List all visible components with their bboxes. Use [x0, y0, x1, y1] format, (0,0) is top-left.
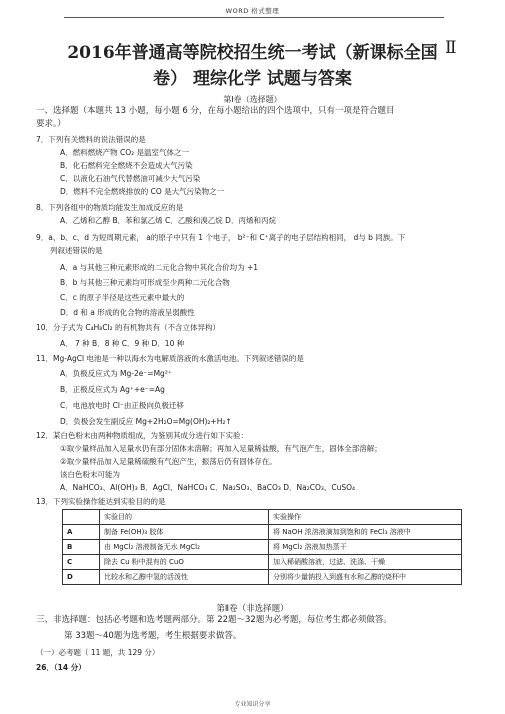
table-row	[63, 525, 462, 540]
table-header-row	[63, 510, 462, 525]
q10-stem: 10．分子式为 C₄H₈Cl₂ 的有机物共有（不含立体异构）	[36, 323, 221, 332]
q10-options: A． 7 种 B．8 种 C．9 种 D．10 种	[60, 339, 185, 348]
q7-option-d: D．燃料不完全燃烧排放的 CO 是大气污染物之一	[60, 187, 225, 196]
row-goal: 除去 Cu 粉中混有的 CuO	[100, 555, 269, 570]
table-header-goal: 实验目的	[100, 510, 269, 525]
row-goal: 比较水和乙醇中氢的活泼性	[100, 570, 269, 585]
q9-stem: 9．a、b、c、d 为短周期元素， a的原子中只有 1 个电子， b²⁻和 C⁺离子的电子层结构相同， d与 b 同族。下	[36, 233, 406, 242]
q26-heading: 26．（14 分）	[36, 663, 86, 672]
q12-step-2: ②取少量样品加入足量稀硫酸有气泡产生，振荡后仍有固体存在。	[60, 457, 277, 466]
q11-option-d: D．负极会发生副反应 Mg+2H₂O=Mg(OH)₂+H₂↑	[60, 417, 232, 426]
q9-option-c: C．c 的原子半径是这些元素中最大的	[60, 293, 185, 302]
table-row	[63, 555, 462, 570]
header-rule	[64, 17, 444, 18]
row-operation: 将 MgCl₂ 溶液加热蒸干	[269, 540, 462, 555]
section-3-intro: 三、非选择题：包括必考题和选考题两部分。第 22题～32题为必考题，每位考生都必须做答。	[36, 615, 392, 625]
row-label: B	[63, 540, 100, 555]
q8-options: A．乙烯和乙醇 B．苯和氯乙烯 C．乙酸和溴乙烷 D．丙烯和丙烷	[60, 216, 276, 225]
q9-option-a: A．a 与其他三种元素形成的二元化合物中其化合价均为 +1	[60, 263, 259, 272]
volume-2-heading: 第Ⅱ卷（非选择题）	[216, 604, 289, 614]
section-1-intro-cont: 要求。）	[36, 119, 66, 129]
q8-stem: 8．下列各组中的物质均能发生加成反应的是	[36, 203, 184, 212]
page-header: WORD 格式整理	[225, 7, 280, 15]
section-1-intro: 一、选择题（本题共 13 小题，每小题 6 分，在每小题给出的四个选项中，只有一项是符合题目	[36, 106, 395, 116]
q12-stem: 12．某白色粉末由两种物质组成，为鉴别其成分进行如下实验：	[36, 431, 249, 440]
row-operation: 加入稀硝酸溶液，过滤、洗涤、干燥	[269, 555, 462, 570]
title-roman-numeral: Ⅱ	[445, 38, 457, 58]
page-footer: 专业知识分享	[234, 701, 271, 708]
q13-stem: 13．下列实验操作能达到实验目的的是	[36, 497, 166, 506]
q11-stem: 11．Mg-AgCl 电池是一种以海水为电解质溶液的水激活电池。下列叙述错误的是	[36, 354, 304, 363]
row-operation: 分别将少量钠投入到盛有水和乙醇的烧杯中	[269, 570, 462, 585]
section-3-intro-cont: 第 33题～40题为选考题，考生根据要求做答。	[64, 631, 242, 641]
row-label: D	[63, 570, 100, 585]
q11-option-a: A．负极反应式为 Mg-2e⁻=Mg²⁺	[60, 369, 172, 378]
row-operation: 将 NaOH 浓溶液滴加到饱和的 FeCl₃ 溶液中	[269, 525, 462, 540]
required-questions-heading: （一）必考题（ 11 题，共 129 分）	[36, 648, 160, 657]
row-goal: 由 MgCl₂ 溶液制备无水 MgCl₂	[100, 540, 269, 555]
q12-step-1: ①取少量样品加入足量水仍有部分固体未溶解；再加入足量稀盐酸，有气泡产生，固体全部溶解；	[60, 444, 382, 453]
row-label: A	[63, 525, 100, 540]
q9-stem-cont: 列叙述错误的是	[50, 246, 103, 255]
q9-option-d: D．d 和 a 形成的化合物的溶液呈弱酸性	[60, 308, 195, 317]
row-goal: 制备 Fe(OH)₃ 胶体	[100, 525, 269, 540]
row-label: C	[63, 555, 100, 570]
q11-option-b: B．正极反应式为 Ag⁺+e⁻=Ag	[60, 385, 165, 394]
q7-stem: 7．下列有关燃料的说法错误的是	[36, 135, 146, 144]
table-row	[63, 570, 462, 585]
q9-option-b: B．b 与其他三种元素均可形成至少两种二元化合物	[60, 278, 230, 287]
q7-option-c: C．以液化石油气代替燃油可减少大气污染	[60, 174, 201, 183]
q11-option-c: C．电池放电时 Cl⁻由正极向负极迁移	[60, 401, 184, 410]
q12-options: A．NaHCO₃、Al(OH)₃ B．AgCl、NaHCO₃ C．Na₂SO₃、BaCO₃ D．Na₂CO₃、CuSO₄	[60, 483, 356, 492]
q7-option-a: A．燃料燃烧产物 CO₂ 是温室气体之一	[60, 148, 190, 157]
title-line-2: 卷） 理综化学 试题与答案	[153, 69, 352, 89]
table-header-operation: 实验操作	[269, 510, 462, 525]
title-line-1: 2016年普通高等院校招生统一考试（新课标全国	[67, 43, 438, 63]
q13-table	[62, 509, 462, 585]
q12-prompt: 该白色粉末可能为	[60, 470, 120, 479]
table-row	[63, 540, 462, 555]
q7-option-b: B．化石燃料完全燃烧不会造成大气污染	[60, 161, 193, 170]
volume-1-heading: 第Ⅰ卷（选择题）	[223, 95, 282, 104]
